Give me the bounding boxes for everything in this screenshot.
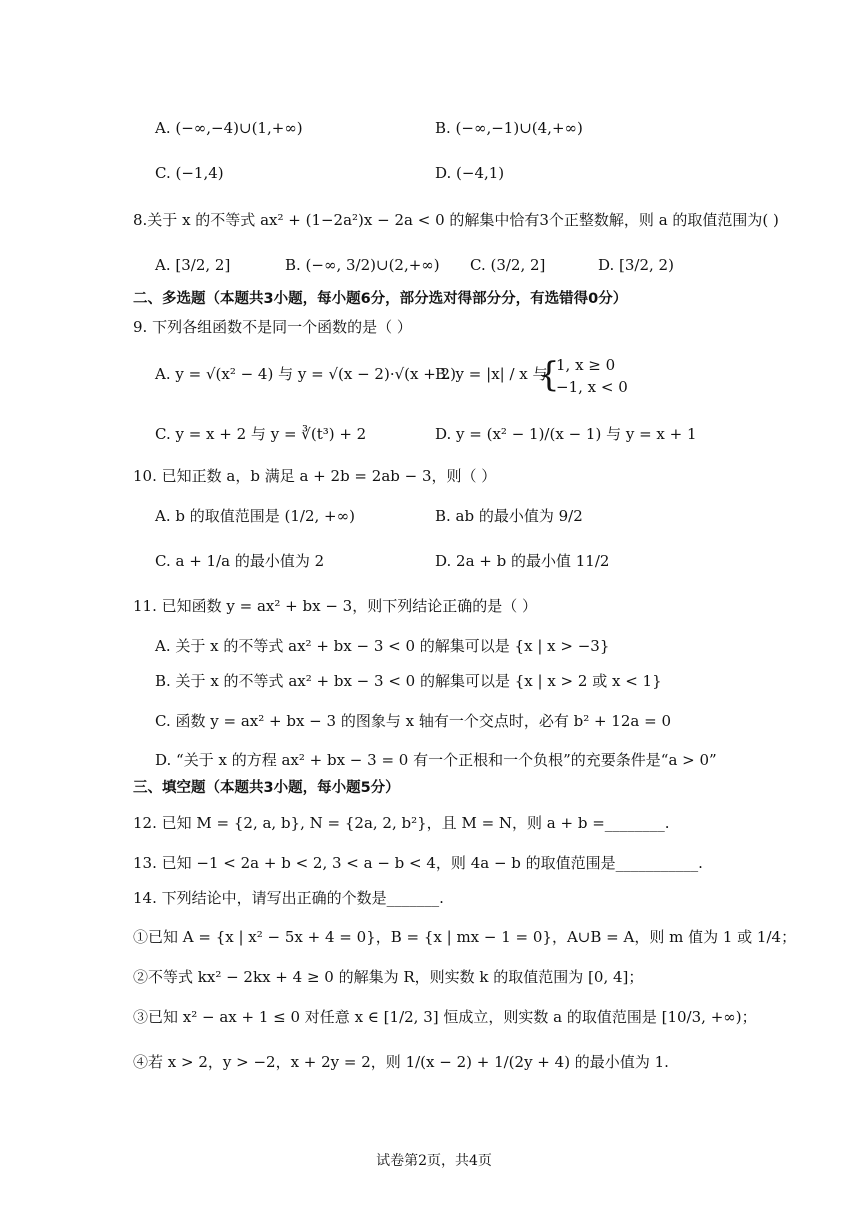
q9-stem: 9. 下列各组函数不是同一个函数的是（ ） (133, 318, 412, 336)
q7-option-b: B. (−∞,−1)∪(4,+∞) (435, 119, 583, 137)
q13: 13. 已知 −1 < 2a + b < 2, 3 < a − b < 4，则 4a − b 的取值范围是___________. (133, 854, 703, 872)
q10-stem: 10. 已知正数 a，b 满足 a + 2b = 2ab − 3，则（ ） (133, 467, 497, 485)
q9-option-c: C. y = x + 2 与 y = ∛(t³) + 2 (155, 425, 367, 443)
q11-option-a: A. 关于 x 的不等式 ax² + bx − 3 < 0 的解集可以是 {x | x > −3} (155, 637, 610, 655)
page-footer: 试卷第2页，共4页 (376, 1153, 492, 1169)
q8-option-d: D. [3/2, 2) (598, 256, 674, 274)
q7-option-d: D. (−4,1) (435, 164, 505, 182)
q14-statement-3: ③已知 x² − ax + 1 ≤ 0 对任意 x ∈ [1/2, 3] 恒成立，则实数 a 的取值范围是 [10/3, +∞)； (133, 1008, 757, 1026)
q9-piecewise-case-2: −1, x < 0 (556, 378, 628, 396)
q8-option-a: A. [3/2, 2] (155, 256, 231, 274)
q9-option-a: A. y = √(x² − 4) 与 y = √(x − 2)·√(x + 2) (155, 365, 456, 383)
q11-stem: 11. 已知函数 y = ax² + bx − 3，则下列结论正确的是（ ） (133, 597, 537, 615)
q12: 12. 已知 M = {2, a, b}, N = {2a, 2, b²}，且 M = N，则 a + b =________. (133, 814, 670, 832)
q14-statement-2: ②不等式 kx² − 2kx + 4 ≥ 0 的解集为 R，则实数 k 的取值范围为 [0, 4]； (133, 968, 644, 986)
q9-option-d: D. y = (x² − 1)/(x − 1) 与 y = x + 1 (435, 425, 697, 443)
q11-option-d: D. “关于 x 的方程 ax² + bx − 3 = 0 有一个正根和一个负根”的充要条件是“a > 0” (155, 751, 717, 769)
q9-option-b: B. y = |x| / x 与 (435, 365, 548, 383)
section-heading-fill-in: 三、填空题（本题共3小题，每小题5分） (133, 780, 400, 796)
q7-option-c: C. (−1,4) (155, 164, 224, 182)
q11-option-c: C. 函数 y = ax² + bx − 3 的图象与 x 轴有一个交点时，必有 b² + 12a = 0 (155, 712, 671, 730)
q14-stem: 14. 下列结论中，请写出正确的个数是_______. (133, 889, 444, 907)
q10-option-c: C. a + 1/a 的最小值为 2 (155, 552, 325, 570)
section-heading-multiple-choice: 二、多选题（本题共3小题，每小题6分，部分选对得部分分，有选错得0分） (133, 291, 628, 307)
q10-option-d: D. 2a + b 的最小值 11/2 (435, 552, 610, 570)
q10-option-a: A. b 的取值范围是 (1/2, +∞) (155, 507, 355, 525)
q14-statement-4: ④若 x > 2，y > −2，x + 2y = 2，则 1/(x − 2) + 1/(2y + 4) 的最小值为 1. (133, 1053, 669, 1071)
q8-stem: 8.关于 x 的不等式 ax² + (1−2a²)x − 2a < 0 的解集中恰有3个正整数解，则 a 的取值范围为( ) (133, 211, 779, 229)
q9-piecewise-case-1: 1, x ≥ 0 (556, 356, 616, 374)
q7-option-a: A. (−∞,−4)∪(1,+∞) (155, 119, 303, 137)
q8-option-b: B. (−∞, 3/2)∪(2,+∞) (285, 256, 440, 274)
q14-statement-1: ①已知 A = {x | x² − 5x + 4 = 0}，B = {x | mx − 1 = 0}，A∪B = A，则 m 值为 1 或 1/4； (133, 928, 797, 946)
q10-option-b: B. ab 的最小值为 9/2 (435, 507, 583, 525)
q11-option-b: B. 关于 x 的不等式 ax² + bx − 3 < 0 的解集可以是 {x | x > 2 或 x < 1} (155, 672, 662, 690)
q8-option-c: C. (3/2, 2] (470, 256, 546, 274)
